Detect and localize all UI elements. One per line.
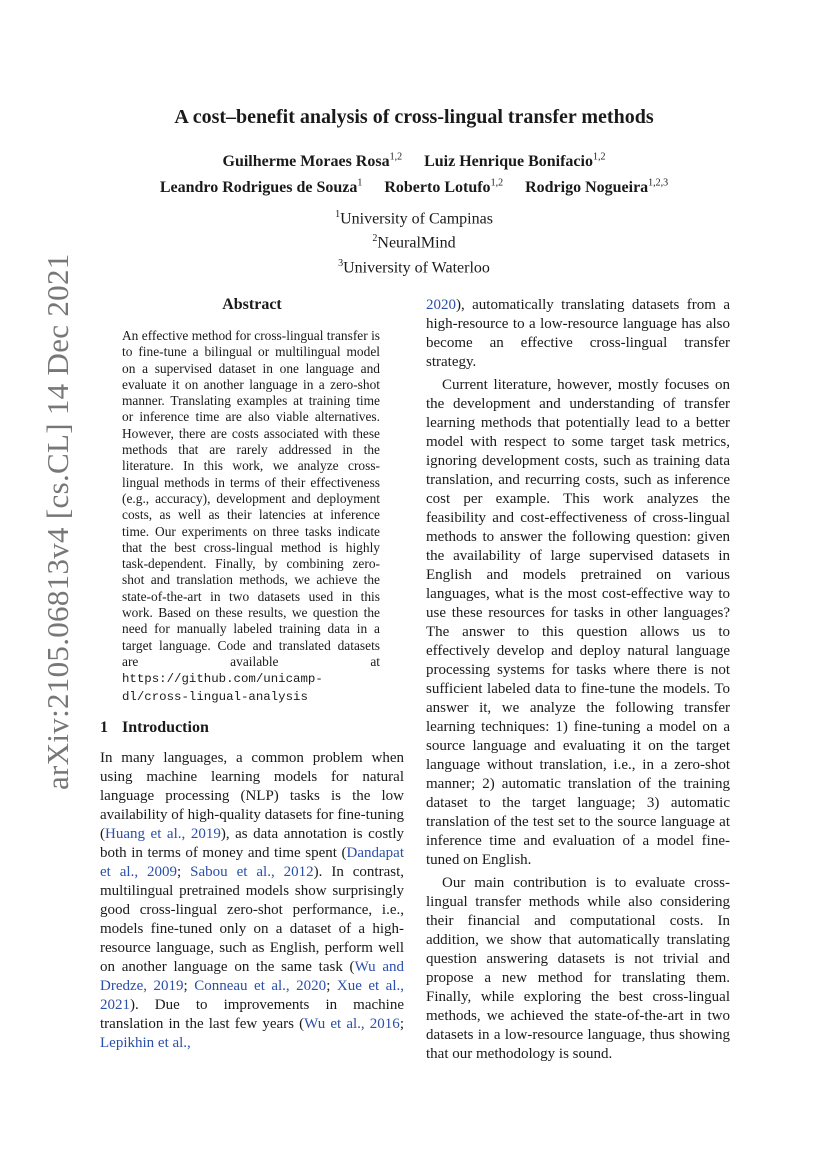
section-heading-introduction: 1 Introduction	[100, 718, 209, 736]
arxiv-identifier-stamp: arXiv:2105.06813v4 [cs.CL] 14 Dec 2021	[40, 253, 75, 790]
affiliation: $^2$NeuralMind	[372, 233, 456, 252]
text-run: In many languages, a common problem when using machine learning models for natural language processing (NLP) tasks is the low availability of high-quality datasets for fine-tuning (	[100, 749, 404, 842]
affiliation: $^3$University of Waterloo	[338, 257, 490, 276]
intro-paragraph-1	[100, 749, 404, 1053]
citation-link[interactable]: Sabou et al., 2012	[190, 863, 314, 880]
author: Guilherme Moraes Rosa$^{1,2}$	[222, 152, 403, 171]
paper-title: A cost–benefit analysis of cross-lingual transfer methods	[174, 106, 654, 128]
text-run: ). Due to improvements in machine translation in the last few years (	[100, 996, 404, 1032]
affiliation: $^1$University of Campinas	[335, 209, 493, 228]
abstract-heading: Abstract	[222, 296, 282, 313]
author: Luiz Henrique Bonifacio$^{1,2}$	[424, 152, 606, 171]
text-run: ), automatically translating datasets from a high-resource to a low-resource language has also become an effective cross-lingual transfer strategy.	[426, 297, 730, 370]
code-url-link[interactable]: https://github.com/unicamp-dl/cross-lingual-analysis	[122, 672, 323, 704]
text-run: ). In contrast, multilingual pretrained models show surprisingly good cross-lingual zero-shot performance, i.e., models fine-tuned only on a dataset of a high-resource language, such as English, perform well on another language on the same task (	[100, 863, 404, 975]
left-column	[100, 296, 404, 1053]
right-column	[426, 296, 730, 1064]
text-run: ;	[177, 863, 191, 880]
citation-link[interactable]: Xue et al., 2021	[100, 977, 404, 1013]
text-run: ;	[183, 977, 195, 994]
intro-paragraph-3: Our main contribution is to evaluate cross-lingual transfer methods while also considering their financial and computational costs. In addition, we show that automatically translating question answering datasets is not trivial and propose a new method for translating them. Finally, while exploring the best cross-lingual methods, we achieved the state-of-the-art in two datasets in a low-resource language, thus showing that our methodology is sound.	[426, 875, 730, 1062]
text-run: ), as data annotation is costly both in terms of money and time spent (	[100, 825, 404, 861]
intro-paragraph-2: Current literature, however, mostly focuses on the development and understanding of transfer learning methods that potentially lead to a better model with respect to some target task metrics, ignoring development costs, such as training data translation, and recurring costs, such as inference cost per example. This work analyzes the feasibility and cost-effectiveness of cross-lingual methods to answer the following question: given the availability of large supervised datasets in English and models pretrained on various languages, what is the most cost-effective way to use these resources for tasks in other languages? The answer to this question allows us to effectively develop and deploy natural language processing systems for tasks where there is not sufficient labeled data to fine-tune the models. To answer it, we analyze the following transfer learning techniques: 1) fine-tuning a model on a source language and evaluating it on the target language without translation, i.e., in a zero-shot manner; 2) automatic translation of the training dataset to the target language; 3) automatic translation of the test set to the source language at inference time and evaluation of a model fine-tuned on English.	[426, 377, 730, 868]
text-run: ;	[399, 1015, 404, 1032]
citation-link[interactable]: 2020	[426, 297, 456, 313]
citation-link[interactable]: Lepikhin et al.,	[100, 1034, 191, 1051]
abstract-text: An effective method for cross-lingual transfer is to fine-tune a bilingual or multilingual model on a supervised dataset in one language and evaluate it on another language in a zero-shot manner. Translating examples at training time or inference time are also viable alternatives. However, there are costs associated with these methods that are rarely addressed in the literature. In this work, we analyze cross-lingual methods in terms of their effectiveness (e.g., accuracy), development and deployment costs, as well as their latencies at inference time. Our experiments on three tasks indicate that the best cross-lingual method is highly task-dependent. Finally, by combining zero-shot and translation methods, we achieve the state-of-the-art in two datasets used in this work. Based on these results, we question the need for manually labeled training data in a target language. Code and translated datasets are available at https://github.com/unicamp-dl/cross-lingual-analysis	[122, 328, 380, 704]
intro-paragraph-1-continued	[426, 296, 730, 372]
citation-link[interactable]: Conneau et al., 2020	[194, 977, 327, 994]
author: Roberto Lotufo$^{1,2}$	[384, 177, 504, 196]
author: Rodrigo Nogueira$^{1,2,3}$	[525, 177, 669, 196]
text-run: ;	[326, 977, 337, 994]
citation-link[interactable]: Huang et al., 2019	[105, 825, 221, 842]
citation-link[interactable]: Dandapat et al., 2009	[100, 844, 404, 880]
citation-link[interactable]: Wu and Dredze, 2019	[100, 958, 405, 994]
author: Leandro Rodrigues de Souza$^1$	[159, 177, 363, 196]
affiliation-list	[0, 205, 828, 278]
author-list	[0, 147, 828, 198]
citation-link[interactable]: Wu et al., 2016	[304, 1015, 400, 1032]
